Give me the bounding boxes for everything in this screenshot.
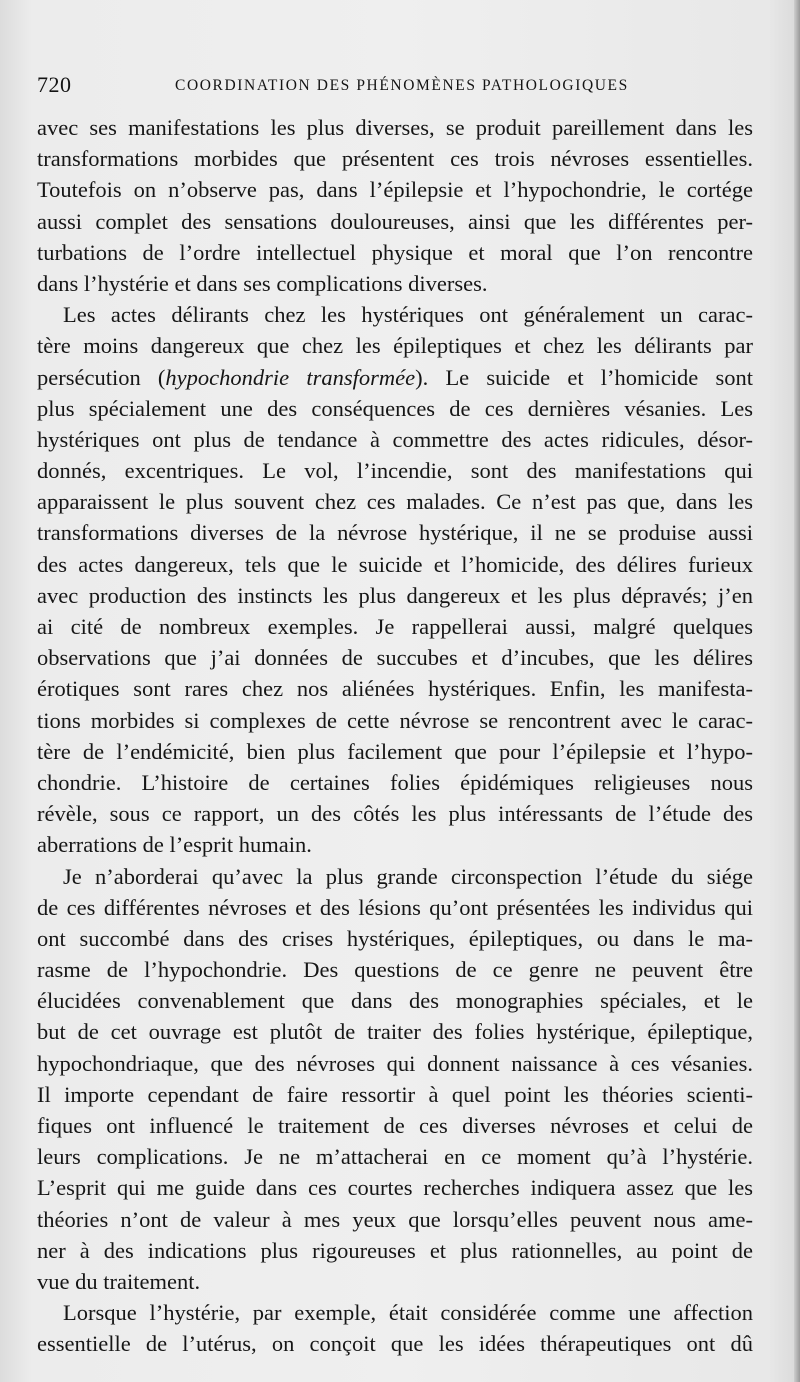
text-line: érotiques sont rares chez nos aliénées hystériques. Enfin, les manifesta-: [37, 676, 753, 702]
text-line: tère de l’endémicité, bien plus facilement que pour l’épilepsie et l’hypo-: [37, 738, 753, 764]
running-title: COORDINATION DES PHÉNOMÈNES PATHOLOGIQUES: [175, 77, 629, 94]
text-segment: persécution (: [37, 364, 166, 390]
page-header: [37, 72, 757, 102]
text-line: essentielle de l’utérus, on conçoit que les idées thérapeutiques ont dû: [37, 1331, 753, 1357]
text-line: vue du traitement.: [37, 1268, 201, 1294]
text-line: de ces différentes névroses et des lésions qu’ont présentées les individus qui: [37, 894, 753, 920]
text-line: turbations de l’ordre intellectuel physique et moral que l’on rencontre: [37, 239, 753, 265]
text-line: rasme de l’hypochondrie. Des questions de ce genre ne peuvent être: [37, 957, 753, 983]
text-line: [37, 362, 753, 393]
text-line: hystériques ont plus de tendance à commettre des actes ridicules, désor-: [37, 426, 753, 452]
text-line: théories n’ont de valeur à mes yeux que lorsqu’elles peuvent nous ame-: [37, 1206, 753, 1232]
text-line: avec production des instincts les plus dangereux et les plus dépravés; j’en: [37, 582, 753, 608]
text-line: ont succombé dans des crises hystériques, épileptiques, ou dans le ma-: [37, 925, 753, 951]
text-line: plus spécialement une des conséquences de ces dernières vésanies. Les: [37, 395, 753, 421]
text-line: avec ses manifestations les plus diverses, se produit pareillement dans les: [37, 115, 753, 140]
text-line: des actes dangereux, tels que le suicide et l’homicide, des délires furieux: [37, 551, 753, 577]
text-line: aberrations de l’esprit humain.: [37, 832, 312, 858]
text-line: apparaissent le plus souvent chez ces malades. Ce n’est pas que, dans les: [37, 489, 753, 515]
text-line: Je n’aborderai qu’avec la plus grande circonspection l’étude du siége: [63, 863, 753, 889]
text-line: observations que j’ai données de succubes et d’incubes, que les délires: [37, 645, 753, 671]
text-line: fiques ont influencé le traitement de ces diverses névroses et celui de: [37, 1113, 753, 1138]
text-line: Toutefois on n’observe pas, dans l’épilepsie et l’hypochondrie, le cortége: [37, 177, 753, 203]
text-line: leurs complications. Je ne m’attacherai en ce moment qu’à l’hystérie.: [37, 1144, 753, 1170]
text-line: transformations morbides que présentent ces trois névroses essentielles.: [37, 146, 753, 172]
text-line: tions morbides si complexes de cette névrose se rencontrent avec le carac-: [37, 707, 753, 733]
text-line: élucidées convenablement que dans des monographies spéciales, et le: [37, 988, 753, 1014]
text-line: but de cet ouvrage est plutôt de traiter des folies hystérique, épileptique,: [37, 1019, 753, 1045]
text-line: Il importe cependant de faire ressortir à quel point les théories scienti-: [37, 1081, 753, 1107]
text-line: transformations diverses de la névrose hystérique, il ne se produise aussi: [37, 520, 753, 546]
text-line: dans l’hystérie et dans ses complications diverses.: [37, 270, 488, 296]
text-line: ner à des indications plus rigoureuses et plus rationnelles, au point de: [37, 1237, 753, 1263]
text-line: Les actes délirants chez les hystériques ont généralement un carac-: [63, 302, 753, 328]
text-line: chondrie. L’histoire de certaines folies épidémiques religieuses nous: [37, 769, 753, 795]
italic-term: hypochondrie transformée: [165, 364, 416, 390]
text-line: révèle, sous ce rapport, un des côtés les plus intéressants de l’étude des: [37, 801, 753, 827]
text-line: Lorsque l’hystérie, par exemple, était considérée comme une affection: [63, 1300, 753, 1326]
page-edge-shadow: [794, 0, 800, 1382]
text-line: L’esprit qui me guide dans ces courtes recherches indiquera assez que les: [37, 1175, 753, 1201]
page-number: 720: [37, 72, 72, 97]
text-line: hypochondriaque, que des névroses qui donnent naissance à ces vésanies.: [37, 1050, 753, 1076]
text-segment: ). Le suicide et l’homicide sont: [415, 364, 753, 390]
text-line: tère moins dangereux que chez les épileptiques et chez les délirants par: [37, 333, 753, 359]
text-line: aussi complet des sensations douloureuses, ainsi que les différentes per-: [37, 208, 753, 234]
body-text: [37, 112, 753, 1360]
text-line: ai cité de nombreux exemples. Je rappellerai aussi, malgré quelques: [37, 614, 753, 639]
text-line: donnés, excentriques. Le vol, l’incendie, sont des manifestations qui: [37, 458, 753, 484]
